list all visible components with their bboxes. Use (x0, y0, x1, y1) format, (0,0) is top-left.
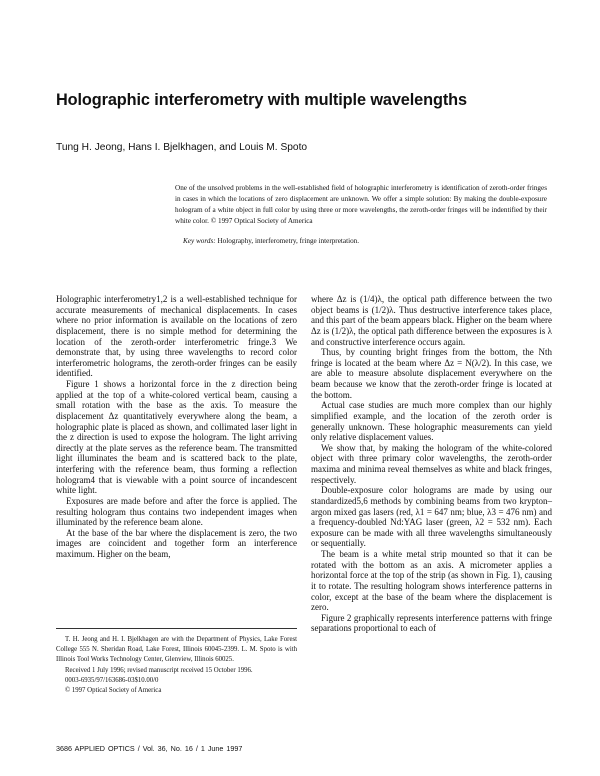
body-column-left (56, 294, 297, 560)
paragraph: At the base of the bar where the displacement is zero, the two images are coincident and together form an interference maximum. Higher on the beam, (56, 527, 297, 559)
paragraph: where Δz is (1/4)λ, the optical path difference between the two object beams is (1/2)λ. Thus destructive interference takes place, and this part of the beam appears black. Higher on the beam where Δz is (1/2)λ, the optical path difference between the exposures is λ and constructive interference occurs again. (311, 294, 552, 347)
footnote-received: Received 1 July 1996; revised manuscript received 15 October 1996. (65, 666, 253, 674)
keywords (183, 237, 359, 245)
author-list: Tung H. Jeong, Hans I. Bjelkhagen, and Louis M. Spoto (56, 142, 308, 153)
paragraph: We show that, by making the hologram of the white-colored object with three primary color wavelengths, the zeroth-order maxima and minima reveal themselves as white and black fringes, respectively. (311, 442, 552, 485)
footnote (56, 628, 297, 696)
paragraph: Exposures are made before and after the force is applied. The resulting hologram thus contains two independent images when illuminated by the reference beam alone. (56, 495, 297, 528)
paragraph: Thus, by counting bright fringes from the bottom, the Nth fringe is located at the beam where Δz = N(λ/2). In this case, we are able to measure absolute displacement everywhere on the beam because we know that the zeroth-order fringe is located at the bottom. (311, 347, 552, 400)
footnote-copyright: © 1997 Optical Society of America (65, 687, 162, 695)
paragraph: The beam is a white metal strip mounted so that it can be rotated with the bottom as an axis. A micrometer applies a horizontal force at the top of the strip (as shown in Fig. 1), causing it to rotate. The resulting hologram shows interference patterns in color, except at the base of the beam where the displacement is zero. (311, 549, 552, 613)
paragraph: Actual case studies are much more complex than our highly simplified example, and the location of the zeroth order is generally unknown. These holographic measurements can yield only relative displacement values. (311, 400, 552, 443)
paragraph: Figure 2 graphically represents interference patterns with fringe separations proportional to each of (311, 612, 552, 634)
paragraph: Figure 1 shows a horizontal force in the z direction being applied at the top of a white-colored vertical beam, causing a small rotation with the base as the axis. To measure the displacement Δz quantitatively everywhere along the beam, a holographic plate is placed as shown, and collimated laser light in the z direction is used to expose the hologram. The light arriving directly at the plate serves as the reference beam. The transmitted light illuminates the beam and is scattered back to the plate, interfering with the reference beam, thus forming a reflection hologram4 that is viewable with a point source of incandescent white light. (56, 379, 297, 496)
keywords-label: Key words: (183, 237, 216, 245)
article-title: Holographic interferometry with multiple wavelengths (56, 91, 467, 109)
abstract: One of the unsolved problems in the well-established field of holographic interferometry is identification of zeroth-order fringes in cases in which the locations of zero displacement are unknown. We offer a simple solution: By making the double-exposure hologram of a white object in full color by using three or more wavelengths, the zeroth-order fringes will be indentified by their white color. © 1997 Optical Society of America (175, 184, 547, 225)
keywords-text: Holography, interferometry, fringe interpretation. (217, 237, 360, 245)
body-column-right (311, 294, 552, 634)
paragraph: Double-exposure color holograms are made by using our standardized5,6 methods by combining beams from two krypton–argon mixed gas lasers (red, λ1 = 647 nm; blue, λ3 = 476 nm) and a frequency-doubled Nd:YAG laser (green, λ2 = 532 nm). Each exposure can be made with all three wavelengths simultaneously or sequentially. (311, 485, 552, 549)
paragraph: Holographic interferometry1,2 is a well-established technique for accurate measurements of mechanical displacements. In cases where no prior information is available on the locations of zero displacement, there is no simple method for determining the location of the zeroth-order interferometric fringe.3 We demonstrate that, by using three wavelengths to record color interferometric holograms, the zeroth-order fringes can be easily identified. (56, 294, 297, 379)
footnote-affiliation: T. H. Jeong and H. I. Bjelkhagen are with the Department of Physics, Lake Forest College 555 N. Sheridan Road, Lake Forest, Illinois 60045-2399. L. M. Spoto is with Illinois Tool Works Technology Center, Glenview, Illinois 60025. (56, 636, 297, 664)
footnote-code: 0003-6935/97/163686-03$10.00/0 (65, 676, 159, 684)
page-footer: 3686 APPLIED OPTICS / Vol. 36, No. 16 / 1 June 1997 (56, 744, 243, 753)
